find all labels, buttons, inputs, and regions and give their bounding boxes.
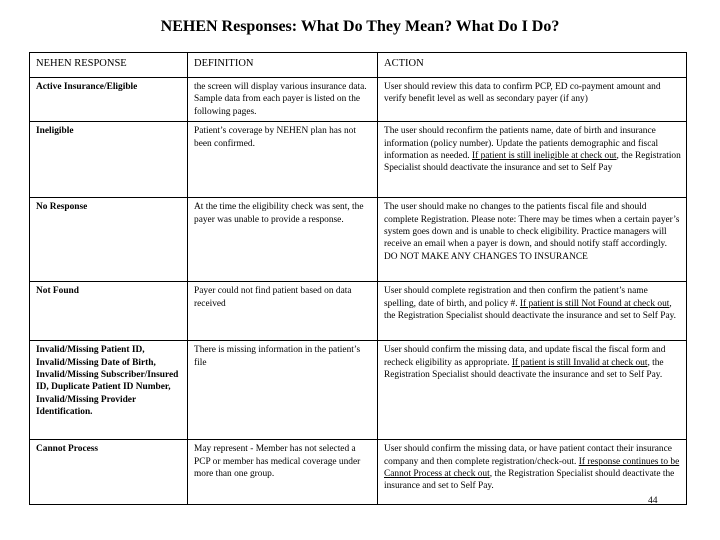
definition-cell: the screen will display various insurance data. Sample data from each payer is listed on the following pages. [188, 78, 378, 122]
page-number: 44 [648, 496, 658, 506]
action-text: , the Registration Specialist should deactivate the insurance and set to Self Pay. [384, 298, 677, 322]
action-text: User should confirm the missing data, or have patient contact their insurance company and then complete registration/check-out. [384, 444, 672, 467]
response-cell: Active Insurance/Eligible [30, 78, 188, 122]
action-cell [378, 122, 687, 198]
action-text: User should complete registration and then confirm the patient’s name spelling, date of birth, and policy #. [384, 286, 648, 309]
action-text: The user should reconfirm the patients name, date of birth and insurance information (policy number). Update the patients demographic and fiscal information as needed. [384, 126, 659, 162]
definition-cell: May represent - Member has not selected a PCP or member has medical coverage under more than one group. [188, 440, 378, 505]
action-cell [378, 341, 687, 440]
response-cell: Not Found [30, 282, 188, 341]
action-emphasis: If patient is still Not Found at check out [519, 298, 670, 309]
response-cell: Ineligible [30, 122, 188, 198]
header-definition: DEFINITION [188, 53, 378, 78]
action-emphasis: If response continues to be Cannot Process at check out [384, 456, 680, 480]
nehen-responses-table [29, 52, 687, 505]
header-action: ACTION [378, 53, 687, 78]
table-row [30, 198, 687, 282]
definition-cell: There is missing information in the patient’s file [188, 341, 378, 440]
table-row [30, 78, 687, 122]
action-emphasis: If patient is still Invalid at check out [511, 357, 648, 368]
action-text: , the Registration Specialist should deactivate the insurance and set to Self Pay. [384, 357, 664, 381]
action-text: , the Registration Specialist should deactivate the insurance and set to Self Pay [384, 151, 681, 174]
table-row [30, 122, 687, 198]
definition-cell: Payer could not find patient based on data received [188, 282, 378, 341]
table-row [30, 440, 687, 505]
definition-cell: Patient’s coverage by NEHEN plan has not been confirmed. [188, 122, 378, 198]
action-emphasis: If patient is still ineligible at check out [472, 151, 617, 162]
action-cell: User should review this data to confirm PCP, ED co-payment amount and verify benefit level as well as secondary payer (if any) [378, 78, 687, 122]
table-header-row [30, 53, 687, 78]
action-cell: The user should make no changes to the patients fiscal file and should complete Registration. Please note: There may be times when a certain payer’s system goes down and is unable to check eligibility. Practice managers will receive an email when a payer is down, and should notify staff accordingly. DO NOT MAKE ANY CHANGES TO INSURANCE [378, 198, 687, 282]
table-row [30, 282, 687, 341]
action-cell [378, 440, 687, 505]
header-response: NEHEN RESPONSE [30, 53, 188, 78]
definition-cell: At the time the eligibility check was sent, the payer was unable to provide a response. [188, 198, 378, 282]
table-row [30, 341, 687, 440]
response-cell: No Response [30, 198, 188, 282]
response-cell: Cannot Process [30, 440, 188, 505]
action-text: , the Registration Specialist should deactivate the insurance and set to Self Pay. [384, 469, 675, 492]
action-text: User should confirm the missing data, and update fiscal the fiscal form and recheck eligibility as appropriate. [384, 345, 666, 368]
response-cell: Invalid/Missing Patient ID, Invalid/Missing Date of Birth, Invalid/Missing Subscriber/Insured ID, Duplicate Patient ID Number, Invalid/Missing Provider Identification. [30, 341, 188, 440]
action-cell [378, 282, 687, 341]
page-title: NEHEN Responses: What Do They Mean? What Do I Do? [160, 18, 560, 35]
